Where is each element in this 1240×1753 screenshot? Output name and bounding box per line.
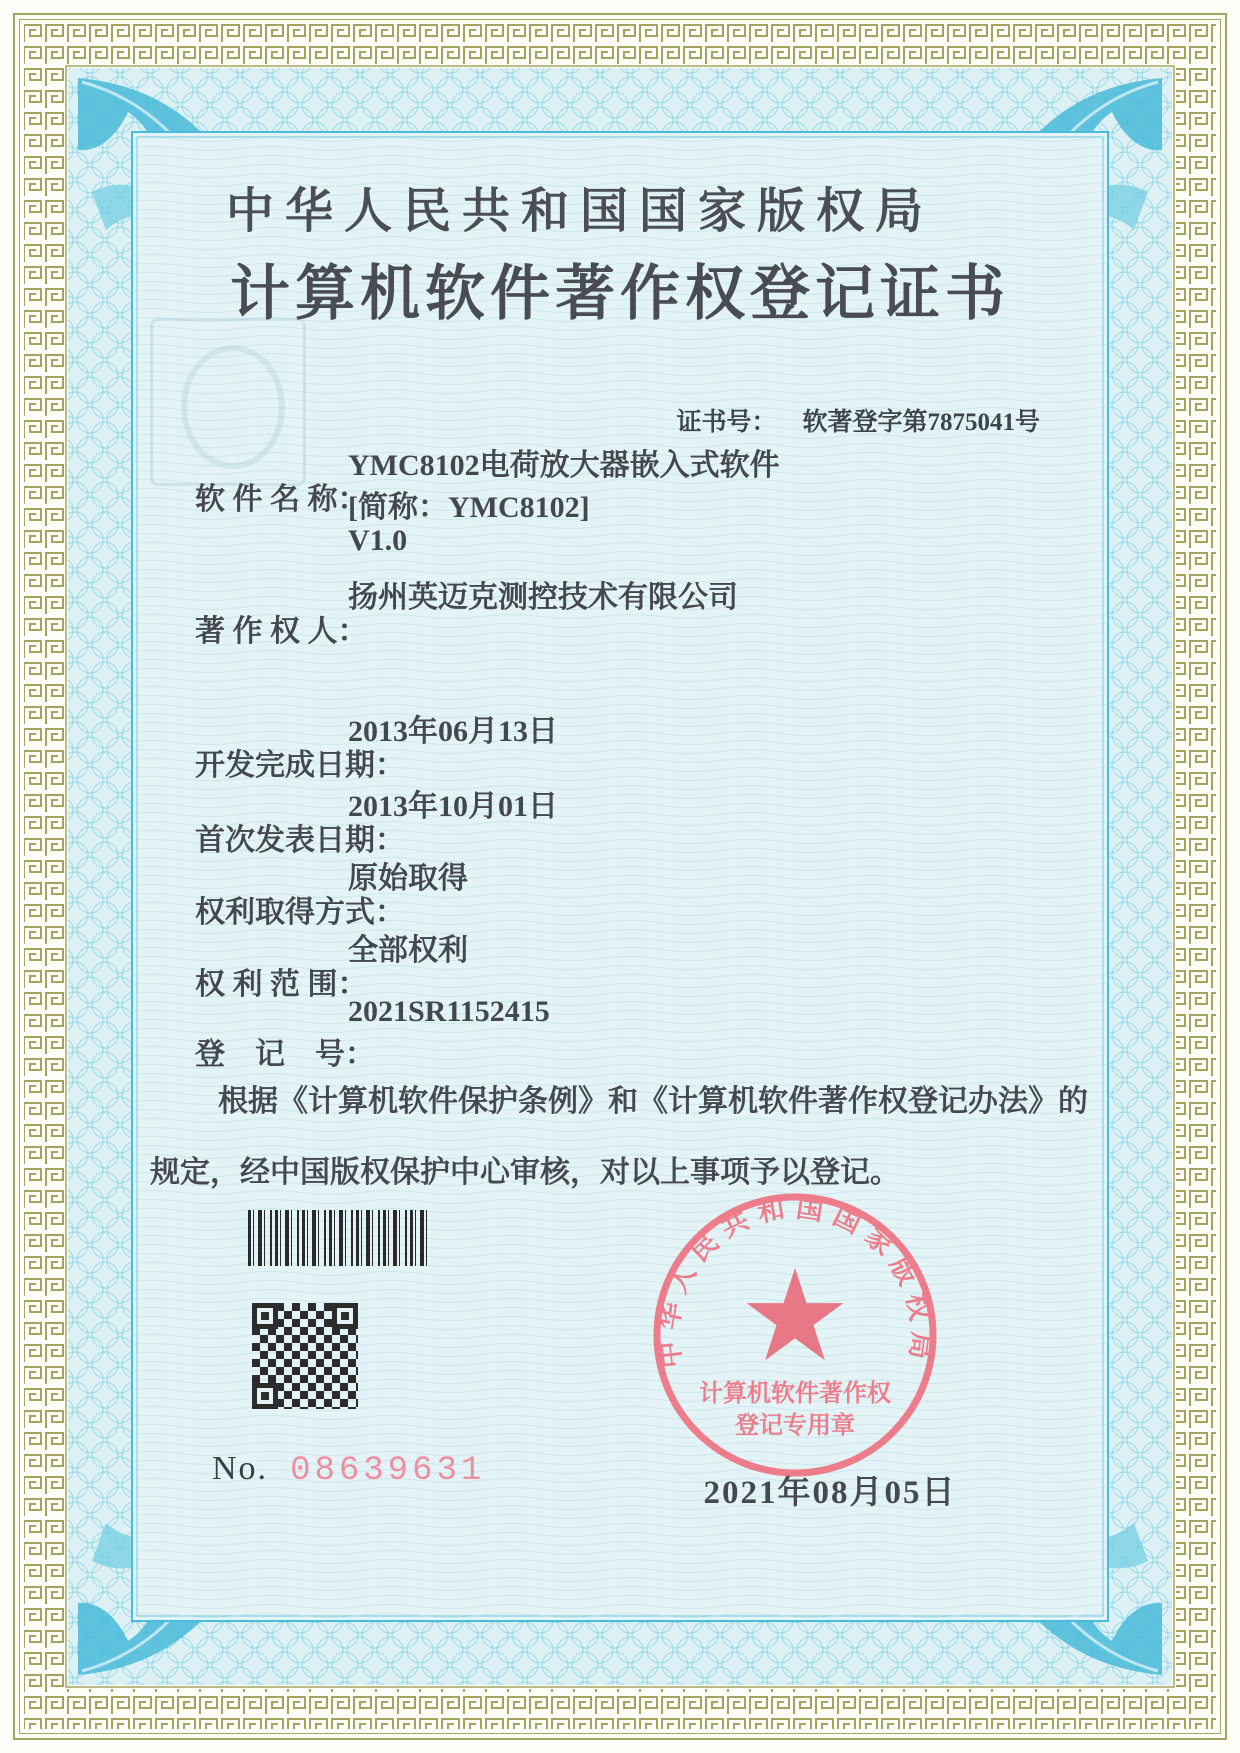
certificate-number-label: 证书号：: [676, 409, 777, 436]
certificate-number-value: 软著登字第7875041号: [802, 409, 1040, 436]
statement-line2: 规定，经中国版权保护中心审核，对以上事项予以登记。: [150, 1156, 900, 1189]
seal-inner-line2: 登记专用章: [735, 1413, 855, 1439]
field-rights-acquisition-label: 权利取得方式：: [195, 896, 405, 929]
red-star-icon: [747, 1268, 844, 1360]
field-software-name-label: 软 件 名 称：: [195, 483, 368, 516]
first-publish-date-value: 2013年10月01日: [348, 790, 558, 823]
field-registration-no-label: 登 记 号：: [195, 1038, 375, 1071]
barcode-graphic: [248, 1210, 432, 1266]
rights-acquisition-value: 原始取得: [348, 862, 468, 895]
field-software-name: [150, 440, 368, 552]
issue-date: 2021年08月05日: [703, 1475, 957, 1511]
field-copyright-owner-label: 著 作 权 人：: [195, 615, 368, 648]
software-name-line3: V1.0: [348, 524, 408, 557]
rights-scope-value: 全部权利: [348, 934, 468, 967]
software-name-line2: [简称：YMC8102]: [348, 491, 590, 524]
seal-ring-text: 中华人民共和国国家版权局: [652, 1192, 938, 1370]
serial-number: 08639631: [290, 1452, 486, 1490]
serial-number-line: [212, 1450, 485, 1490]
registration-no-value: 2021SR1152415: [348, 995, 550, 1028]
dev-complete-date-value: 2013年06月13日: [348, 715, 558, 748]
qr-finder-bottom-left: [252, 1383, 278, 1409]
field-rights-scope-label: 权 利 范 围：: [195, 968, 368, 1001]
certificate-title: 计算机软件著作权登记证书: [230, 261, 1010, 327]
copyright-owner-value: 扬州英迈克测控技术有限公司: [348, 581, 738, 614]
official-seal: [645, 1185, 945, 1485]
serial-prefix: No.: [212, 1450, 269, 1487]
qr-finder-top-left: [252, 1303, 278, 1329]
field-dev-complete-date-label: 开发完成日期：: [195, 749, 405, 782]
qr-code-graphic: [252, 1303, 358, 1409]
statement-line1: 根据《计算机软件保护条例》和《计算机软件著作权登记办法》的: [218, 1085, 1088, 1118]
seal-inner-line1: 计算机软件著作权: [699, 1381, 891, 1407]
qr-finder-top-right: [332, 1303, 358, 1329]
field-first-publish-date-label: 首次发表日期：: [195, 824, 405, 857]
field-copyright-owner: [150, 572, 368, 684]
software-name-line1: YMC8102电荷放大器嵌入式软件: [348, 449, 780, 482]
authority-title: 中华人民共和国国家版权局: [225, 185, 934, 238]
